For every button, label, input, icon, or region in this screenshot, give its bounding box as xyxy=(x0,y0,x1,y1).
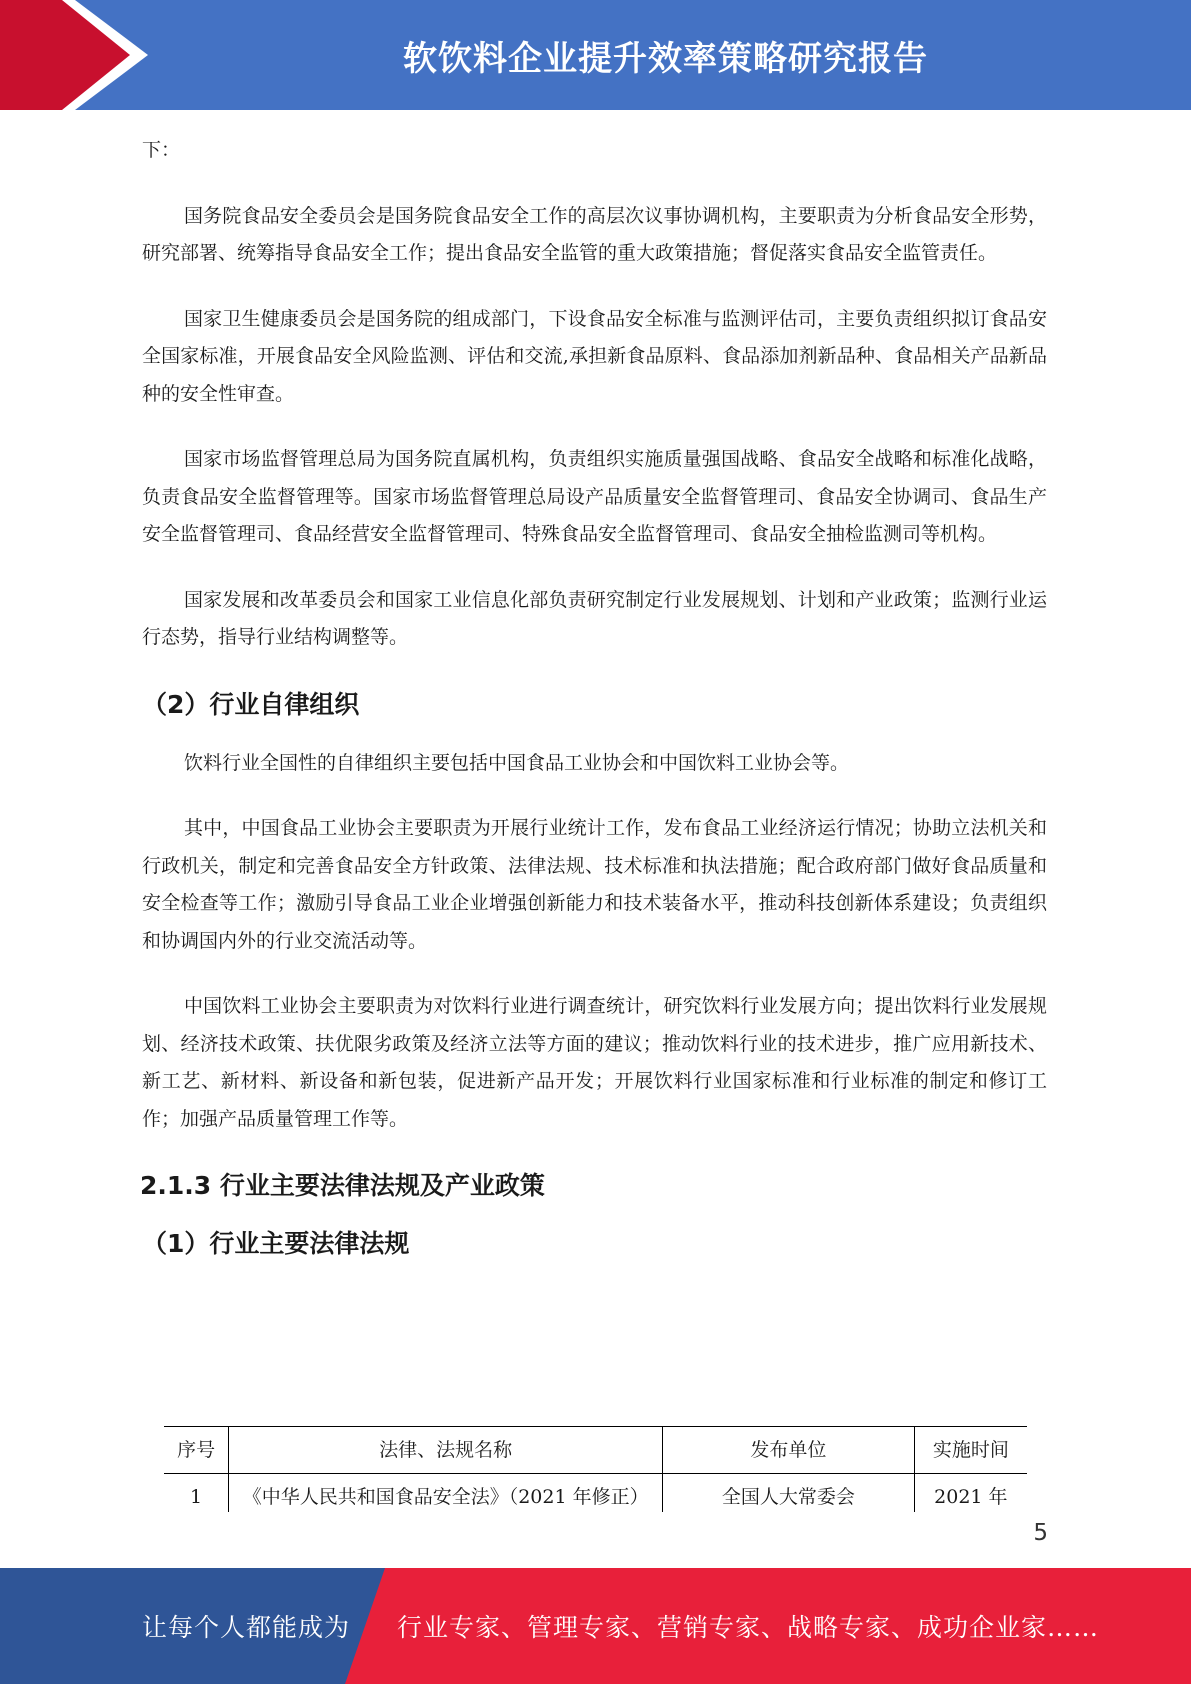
page-header xyxy=(0,0,1191,110)
col-header-date: 实施时间 xyxy=(914,1427,1027,1474)
paragraph: 其中，中国食品工业协会主要职责为开展行业统计工作，发布食品工业经济运行情况；协助立法机关和行政机关，制定和完善食品安全方针政策、法律法规、技术标准和执法措施；配合政府部门做好食品质量和安全检查等工作；激励引导食品工业企业增强创新能力和技术装备水平，推动科技创新体系建设；负责组织和协调国内外的行业交流活动等。 xyxy=(142,817,1047,952)
table-row xyxy=(164,1474,1027,1513)
paragraph: 中国饮料工业协会主要职责为对饮料行业进行调查统计，研究饮料行业发展方向；提出饮料行业发展规划、经济技术政策、扶优限劣政策及经济立法等方面的建议；推动饮料行业的技术进步，推广应用新技术、新工艺、新材料、新设备和新包装，促进新产品开发；开展饮料行业国家标准和行业标准的制定和修订工作；加强产品质量管理工作等。 xyxy=(142,995,1047,1130)
subheading-self-regulation: （2）行业自律组织 xyxy=(142,689,360,719)
cell-index: 1 xyxy=(164,1474,229,1513)
col-header-issuer: 发布单位 xyxy=(663,1427,915,1474)
paragraph: 国家发展和改革委员会和国家工业信息化部负责研究制定行业发展规划、计划和产业政策；监测行业运行态势，指导行业结构调整等。 xyxy=(142,588,1047,648)
section-heading: 2.1.3 行业主要法律法规及产业政策 xyxy=(140,1171,545,1200)
page-footer xyxy=(0,1568,1191,1684)
subheading-laws: （1）行业主要法律法规 xyxy=(142,1229,410,1258)
paragraph: 国务院食品安全委员会是国务院食品安全工作的高层次议事协调机构，主要职责为分析食品安全形势，研究部署、统筹指导食品安全工作；提出食品安全监管的重大政策措施；督促落实食品安全监管责任。 xyxy=(142,204,1047,264)
footer-slogan-right: 行业专家、管理专家、营销专家、战略专家、成功企业家…… xyxy=(397,1613,1100,1642)
table-header-row xyxy=(164,1427,1027,1474)
cell-issuer: 全国人大常委会 xyxy=(663,1474,915,1513)
page-number: 5 xyxy=(1033,1520,1048,1546)
cell-date: 2021 年 xyxy=(934,1486,1008,1508)
laws-table xyxy=(164,1426,1027,1512)
report-title: 软饮料企业提升效率策略研究报告 xyxy=(403,38,928,79)
header-red-chevron xyxy=(0,0,150,110)
footer-slogan-left: 让每个人都能成为 xyxy=(142,1613,351,1642)
col-header-index: 序号 xyxy=(164,1427,229,1474)
paragraph: 饮料行业全国性的自律组织主要包括中国食品工业协会和中国饮料工业协会等。 xyxy=(184,751,850,774)
col-header-name: 法律、法规名称 xyxy=(229,1427,663,1474)
paragraph: 国家卫生健康委员会是国务院的组成部门，下设食品安全标准与监测评估司，主要负责组织拟订食品安全国家标准，开展食品安全风险监测、评估和交流,承担新食品原料、食品添加剂新品种、食品相关产品新品种的安全性审查。 xyxy=(142,307,1047,405)
paragraph: 国家市场监督管理总局为国务院直属机构，负责组织实施质量强国战略、食品安全战略和标准化战略，负责食品安全监督管理等。国家市场监督管理总局设产品质量安全监督管理司、食品安全协调司、食品生产安全监督管理司、食品经营安全监督管理司、特殊食品安全监督管理司、食品安全抽检监测司等机构。 xyxy=(142,448,1047,545)
lead-text: 下： xyxy=(142,139,181,161)
document-body xyxy=(142,132,1047,1284)
cell-name: 《中华人民共和国食品安全法》（2021 年修正） xyxy=(229,1474,663,1513)
